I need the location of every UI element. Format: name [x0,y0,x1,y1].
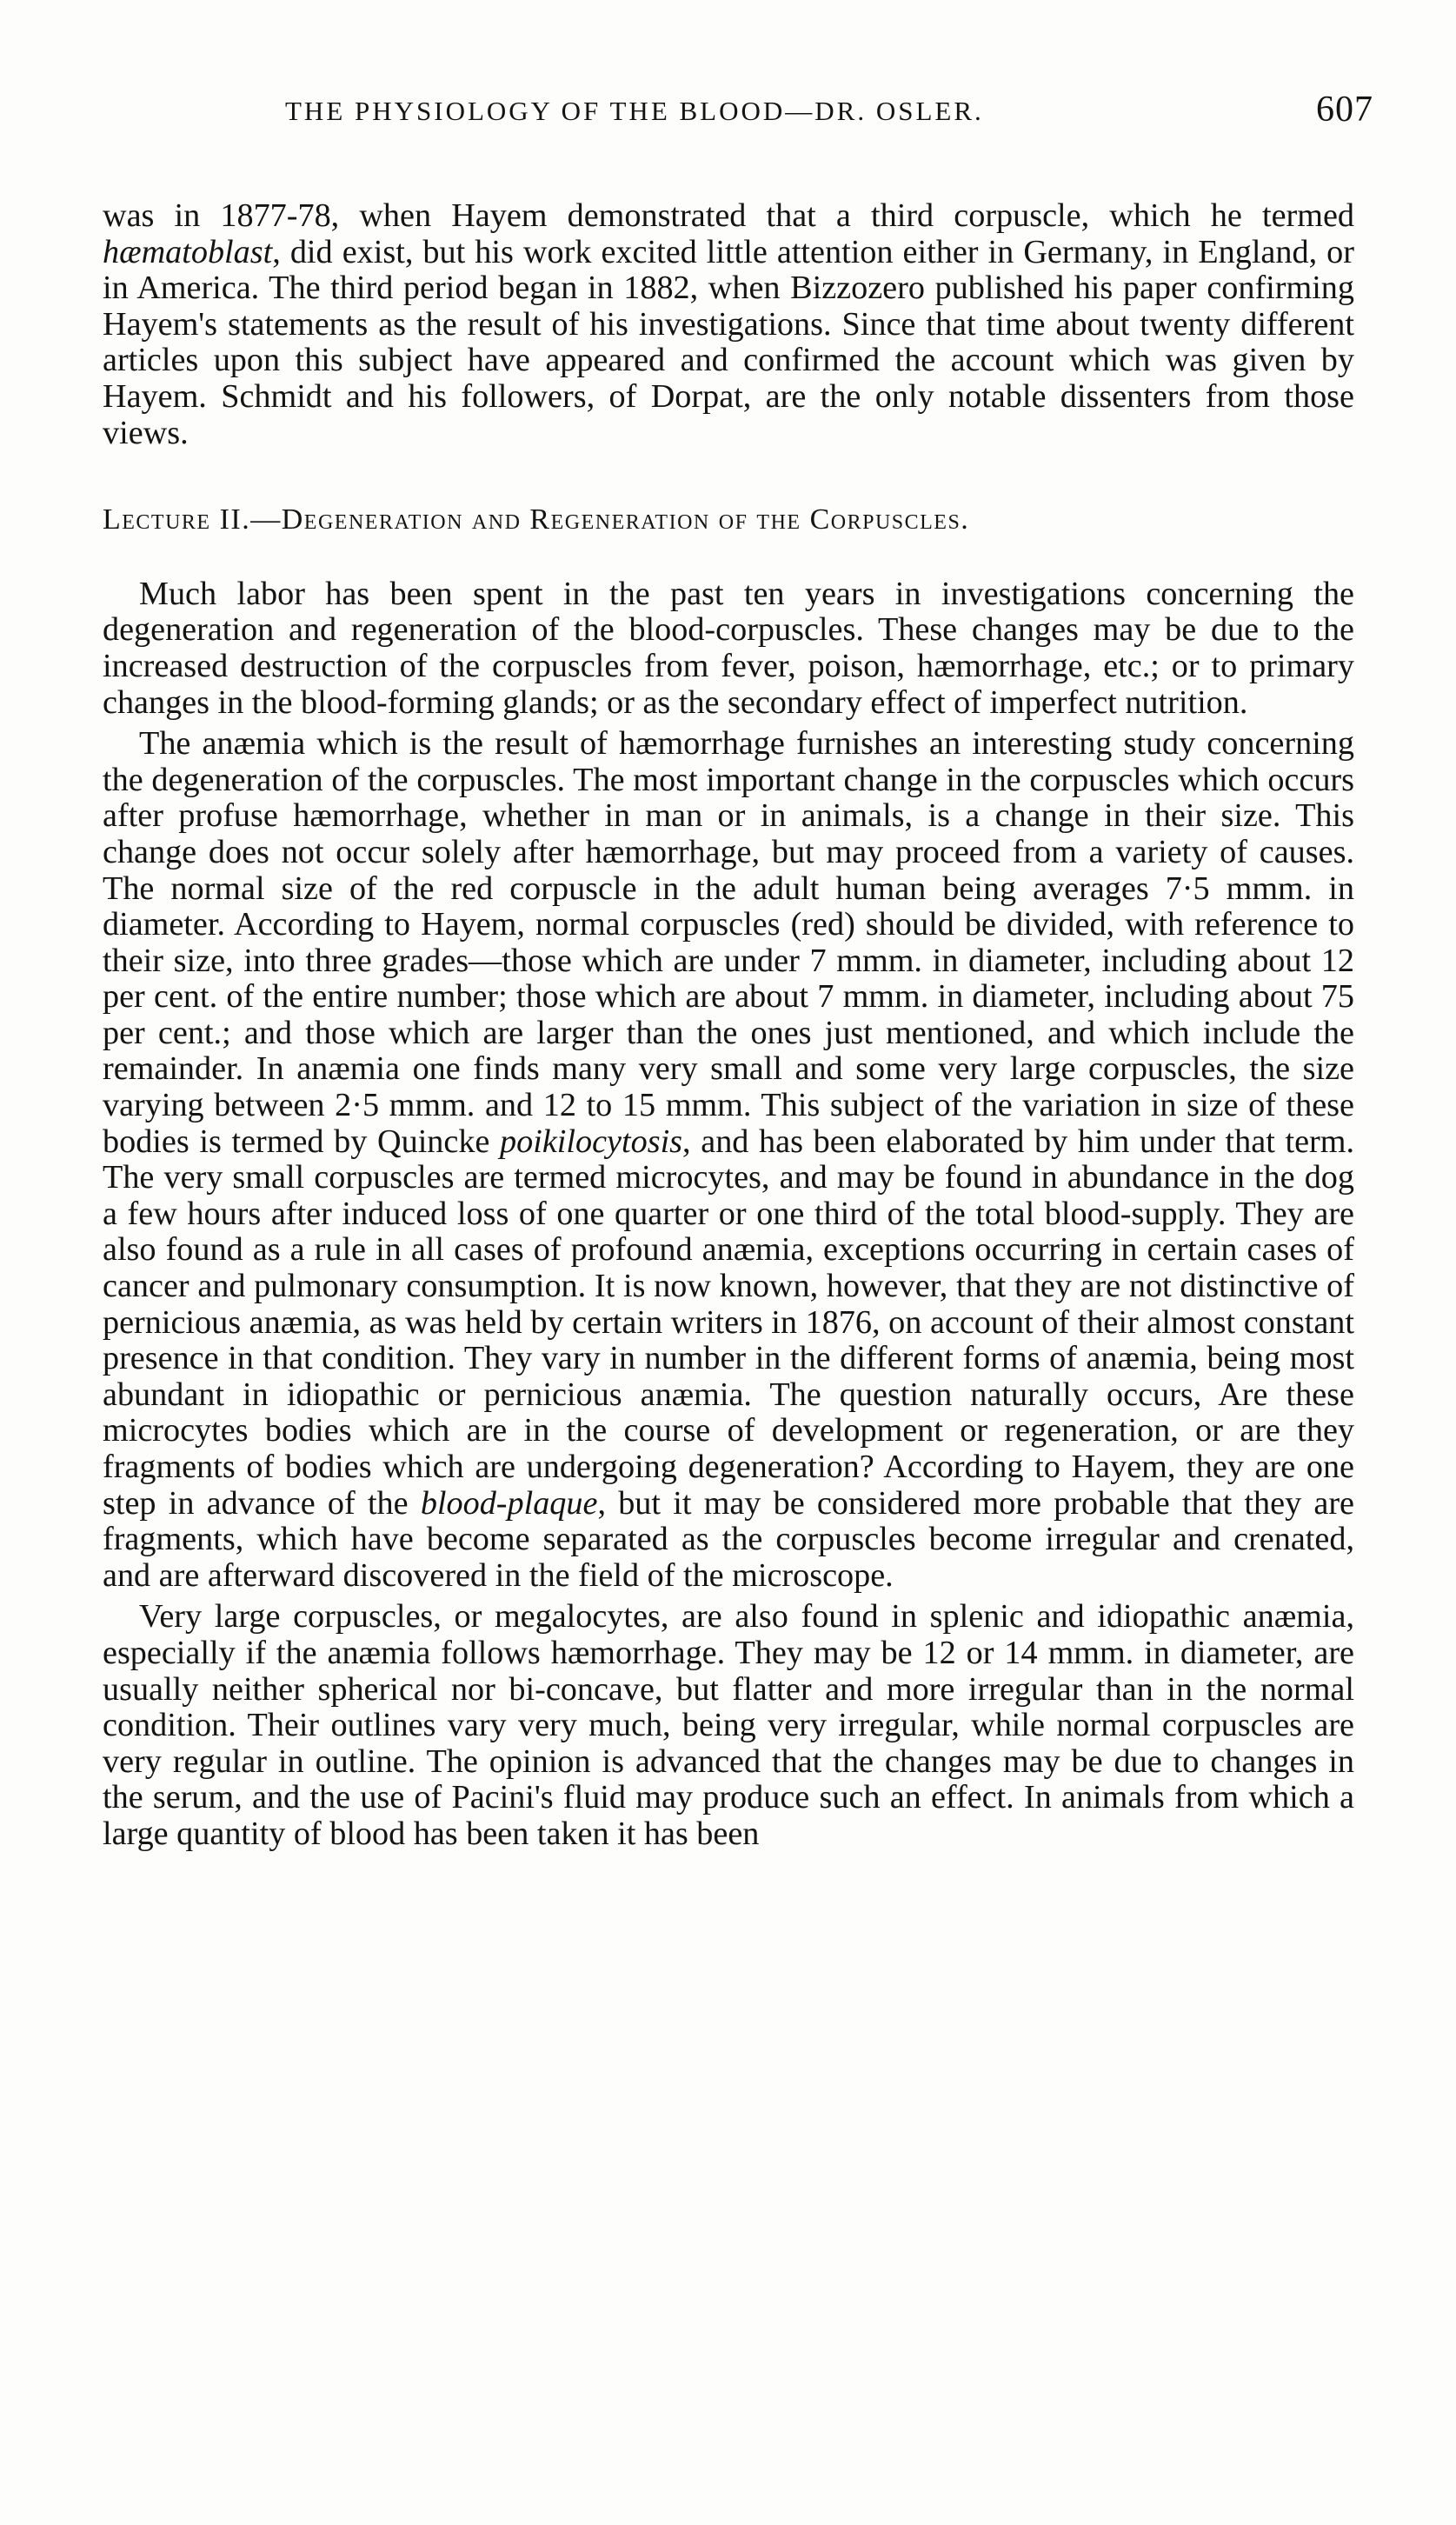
intro-text-1: was in 1877-78, when Hayem demonstrated that a third corpuscle, which he termed [103,197,1354,234]
anaemia-text-1: The anæmia which is the result of hæmorrhage furnishes an interesting study concerning the degeneration of the corpuscles. The most important change in the corpuscles which occurs after profuse hæmorrhage, whether in man or in animals, is a change in their size. This change does not occur solely after hæmorrhage, but may proceed from a variety of causes. The normal size of the red corpuscle in the adult human being averages 7·5 mmm. in diameter. According to Hayem, normal corpuscles (red) should be divided, with reference to their size, into three grades—those which are under 7 mmm. in diameter, including about 12 per cent. of the entire number; those which are about 7 mmm. in diameter, including about 75 per cent.; and those which are larger than the ones just mentioned, and which include the remainder. In anæmia one finds many very small and some very large corpuscles, the size varying between 2·5 mmm. and 12 to 15 mmm. This subject of the variation in size of these bodies is termed by Quincke [103,725,1354,1160]
page-number: 607 [1316,90,1373,130]
paragraph-anaemia [103,726,1354,1594]
paragraph-megalocytes: Very large corpuscles, or megalocytes, are also found in splenic and idiopathic anæmia, especially if the anæmia follows hæmorrhage. They may be 12 or 14 mmm. in diameter, are usually neither spherical nor bi-concave, but flatter and more irregular than in the normal condition. Their outlines vary very much, being very irregular, while normal corpuscles are very regular in outline. The opinion is advanced that the changes may be due to changes in the serum, and the use of Pacini's fluid may produce such an effect. In animals from which a large quantity of blood has been taken it has been [103,1598,1354,1852]
italic-term-poikilocytosis: poikilocytosis [500,1123,683,1160]
anaemia-text-2: , and has been elaborated by him under that term. The very small corpuscles are termed microcytes, and may be found in abundance in the dog a few hours after induced loss of one quarter or one third of the total blood-supply. They are also found as a rule in all cases of profound anæmia, exceptions occurring in certain cases of cancer and pulmonary consumption. It is now known, however, that they are not distinctive of pernicious anæmia, as was held by certain writers in 1876, on account of their almost constant presence in that condition. They vary in number in the different forms of anæmia, being most abundant in idiopathic or pernicious anæmia. The question naturally occurs, Are these microcytes bodies which are in the course of development or regeneration, or are they fragments of bodies which are undergoing degeneration? According to Hayem, they are one step in advance of the [103,1123,1354,1522]
book-page [103,87,1373,1853]
paragraph-continued [103,198,1354,451]
intro-italic-term: hæmatoblast [103,233,273,270]
anaemia-text-3: , but it may be considered more probable that they are fragments, which have become separated as the corpuscles become irregular and crenated, and are afterward discovered in the field of the microscope. [103,1484,1354,1594]
running-title: THE PHYSIOLOGY OF THE BLOOD—DR. OSLER. [285,96,984,126]
running-head [103,87,1373,139]
italic-term-blood-plaque: blood-plaque [420,1484,598,1522]
intro-text-2: , did exist, but his work excited little attention either in Germany, in England, or in America. The third period began in 1882, when Bizzozero published his paper confirming Hayem's statements as the result of his investigations. Since that time about twenty different articles upon this subject have appeared and confirmed the account which was given by Hayem. Schmidt and his followers, of Dorpat, are the only notable dissenters from those views. [103,233,1354,451]
paragraph-degeneration-intro: Much labor has been spent in the past ten years in investigations concerning the degeneration and regeneration of the blood-corpuscles. These changes may be due to the increased destruction of the corpuscles from fever, poison, hæmorrhage, etc.; or to primary changes in the blood-forming glands; or as the secondary effect of imperfect nutrition. [103,575,1354,721]
section-heading: Lecture II.—Degeneration and Regeneration of the Corpuscles. [103,503,970,536]
body-text [103,198,1354,1853]
